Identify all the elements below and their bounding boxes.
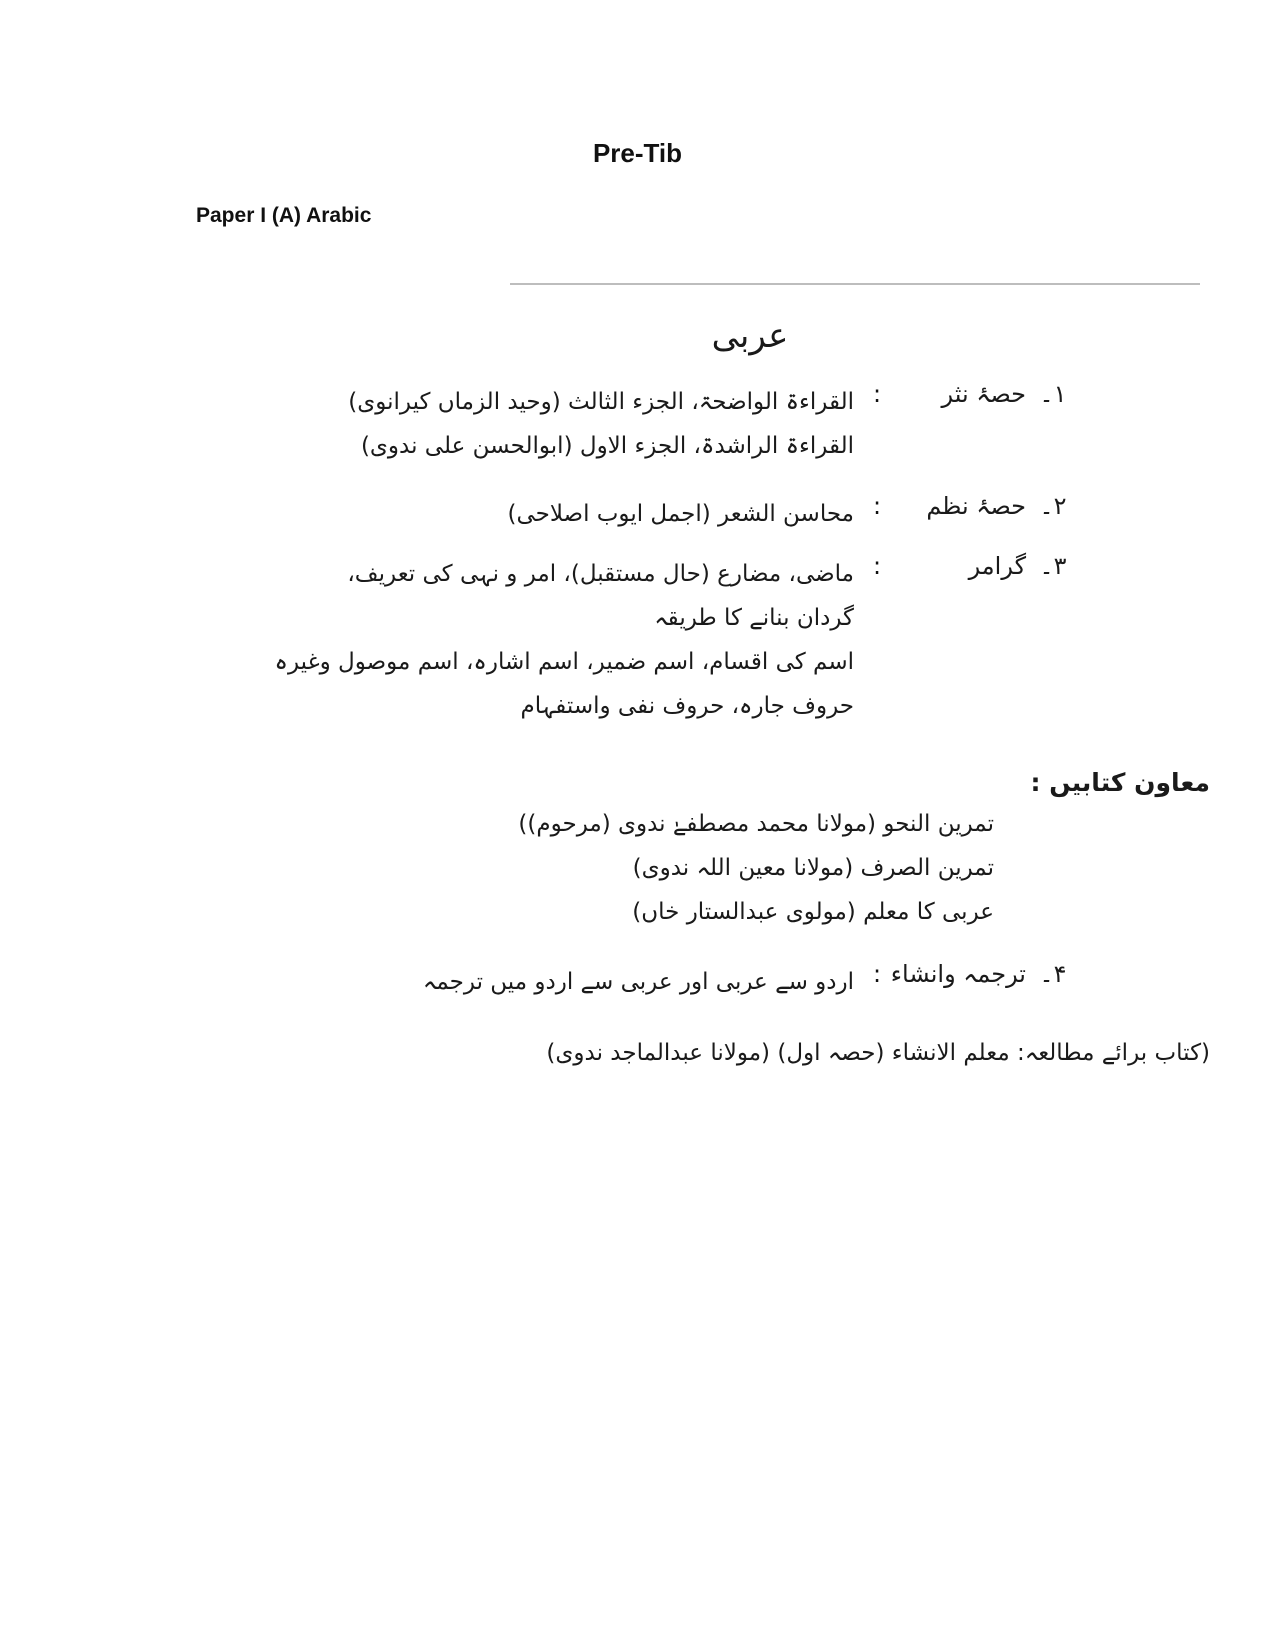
- colon-separator: :: [872, 492, 882, 520]
- book-line: القراءۃ الراشدۃ، الجزء الاول (ابوالحسن علی ندوی): [360, 433, 854, 459]
- arabic-heading: عربی: [711, 316, 789, 356]
- section-number: ۴۔: [1039, 960, 1067, 988]
- section-number: ۱۔: [1039, 380, 1067, 408]
- section-label: حصۂ نثر: [941, 380, 1026, 408]
- auxiliary-book: عربی کا معلم (مولوی عبدالستار خاں): [632, 899, 994, 925]
- section-number: ۳۔: [1039, 552, 1067, 580]
- grammar-topic: ماضی، مضارع (حال مستقبل)، امر و نہی کی تعریف،: [347, 561, 854, 587]
- auxiliary-book: تمرین الصرف (مولانا معین اللہ ندوی): [632, 855, 994, 881]
- auxiliary-book: تمرین النحو (مولانا محمد مصطفےٰ ندوی (مرحوم)): [518, 811, 994, 837]
- colon-separator: :: [872, 960, 882, 988]
- section-label: ترجمہ وانشاء: [890, 960, 1026, 988]
- section-lines: [234, 960, 854, 1004]
- section-label: گرامر: [968, 552, 1026, 580]
- scan-top-rule: [510, 283, 1200, 285]
- book-line: القراءۃ الواضحۃ، الجزء الثالث (وحید الزماں کیرانوی): [348, 389, 854, 415]
- book-line: اردو سے عربی اور عربی سے اردو میں ترجمہ: [422, 969, 854, 995]
- section-lines: [234, 492, 854, 536]
- colon-separator: :: [872, 552, 882, 580]
- section-lines: [234, 380, 854, 468]
- paper-subtitle: Paper I (A) Arabic: [196, 204, 372, 227]
- study-book-note: (کتاب برائے مطالعہ: معلم الانشاء (حصہ اول) (مولانا عبدالماجد ندوی): [546, 1040, 1210, 1066]
- auxiliary-books-heading: معاون کتابیں :: [1030, 768, 1210, 797]
- book-line: محاسن الشعر (اجمل ایوب اصلاحی): [507, 501, 854, 527]
- page-title: Pre-Tib: [592, 138, 683, 168]
- grammar-topic: اسم کی اقسام، اسم ضمیر، اسم اشارہ، اسم موصول وغیرہ: [274, 649, 854, 675]
- auxiliary-books-list: [374, 802, 994, 934]
- colon-separator: :: [872, 380, 882, 408]
- grammar-topic: گردان بنانے کا طریقہ: [654, 605, 854, 631]
- scanned-syllabus: [274, 280, 1210, 1130]
- section-number: ۲۔: [1039, 492, 1067, 520]
- section-label: حصۂ نظم: [926, 492, 1026, 520]
- grammar-topic: حروف جارہ، حروف نفی واستفہام: [520, 693, 854, 719]
- section-lines: [234, 552, 854, 728]
